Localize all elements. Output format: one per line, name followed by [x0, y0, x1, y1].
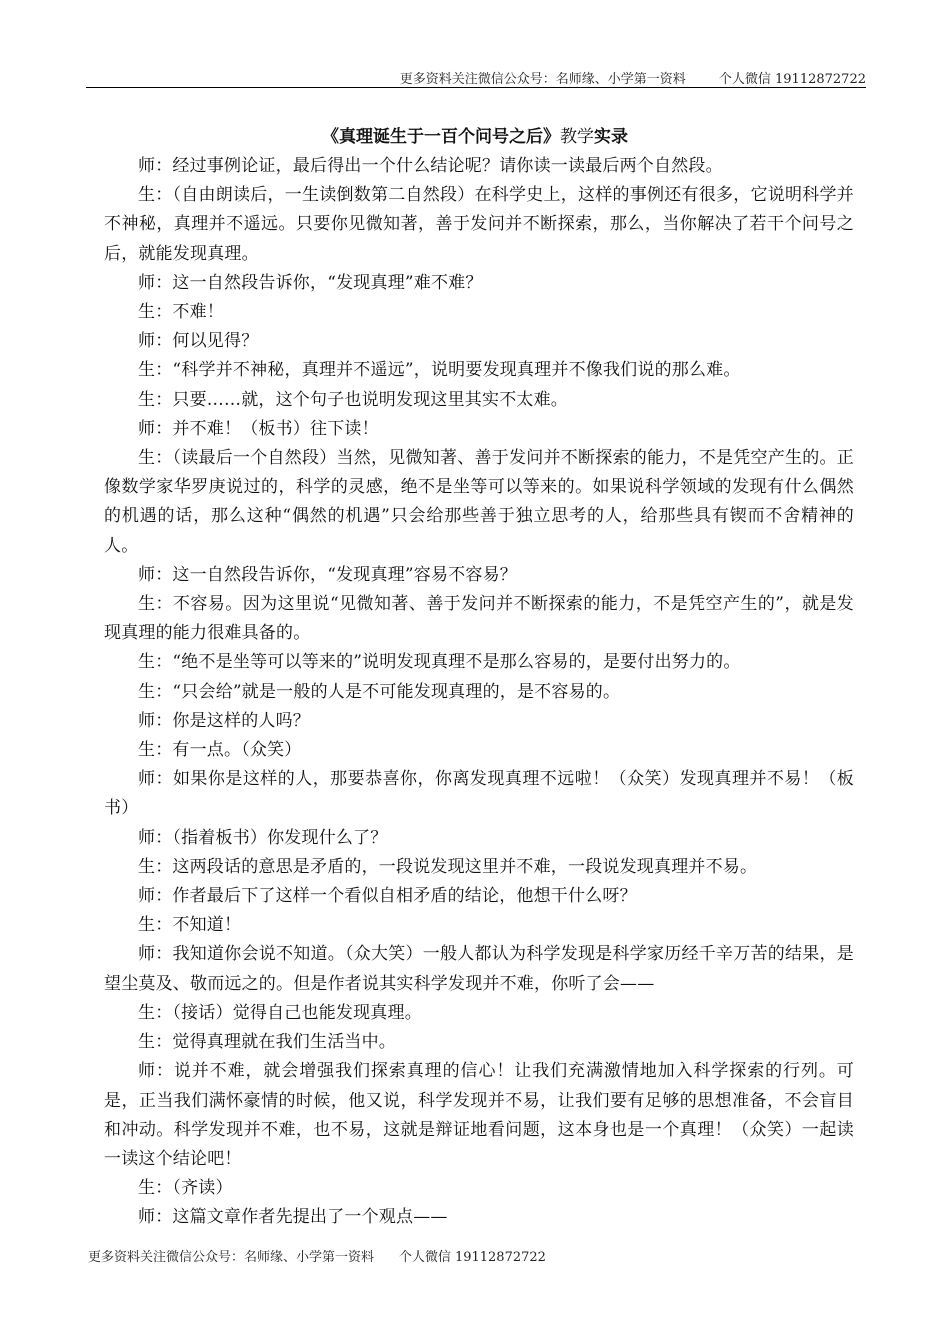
paragraph: 师：这篇文章作者先提出了一个观点——: [138, 1207, 448, 1228]
title-main: 《真理诞生于一百个问号之后》: [322, 127, 560, 147]
footer-right-text: 个人微信 19112872722: [398, 1250, 546, 1265]
paragraph: 生：不难！: [138, 302, 224, 323]
paragraph: 师：并不难！（板书）往下读！: [138, 418, 379, 439]
paragraph: 师：经过事例论证，最后得出一个什么结论呢？请你读一读最后两个自然段。: [138, 156, 723, 176]
paragraph: 生：（接话）觉得自己也能发现真理。: [138, 1002, 422, 1023]
paragraph: 生：“只会给”就是一般的人是不可能发现真理的，是不容易的。: [138, 681, 621, 702]
footer-left-text: 更多资料关注微信公众号：名师缘、小学第一资料: [88, 1250, 375, 1265]
paragraph: 生：只要……就，这个句子也说明发现这里其实不太难。: [138, 389, 568, 410]
paragraph: 生：（齐读）: [138, 1178, 233, 1199]
paragraph: 生：不知道！: [138, 915, 242, 936]
page-title: [0, 124, 950, 150]
paragraph: 师：我知道你会说不知道。（众大笑）一般人都认为科学发现是科学家历经千辛万苦的结果，是望尘莫及、敬而远之的。但是作者说其实科学发现并不难，你听了会——: [104, 944, 854, 994]
paragraph: 生：“绝不是坐等可以等来的”说明发现真理不是那么容易的，是要付出努力的。: [138, 652, 741, 673]
paragraph: 生：（读最后一个自然段）当然，见微知著、善于发问并不断探索的能力，不是凭空产生的。正像数学家华罗庚说过的，科学的灵感，绝不是坐等可以等来的。如果说科学领域的发现有什么偶然的机遇的话，那么这种“偶然的机遇”只会给那些善于独立思考的人，给那些具有锲而不舍精神的人。: [104, 448, 854, 556]
paragraph: 生：不容易。因为这里说“见微知著、善于发问并不断探索的能力，不是凭空产生的”，就是发现真理的能力很难具备的。: [104, 594, 854, 644]
paragraph: 师：如果你是这样的人，那要恭喜你，你离发现真理不远啦！（众笑）发现真理并不易！（板书）: [104, 769, 854, 819]
header-right-text: 个人微信 19112872722: [718, 72, 866, 87]
paragraph: 师：这一自然段告诉你，“发现真理”难不难？: [138, 272, 483, 293]
paragraph: 生：这两段话的意思是矛盾的，一段说发现这里并不难，一段说发现真理并不易。: [138, 856, 758, 877]
paragraph: 生：有一点。（众笑）: [138, 740, 302, 761]
title-end: 实录: [594, 127, 628, 147]
paragraph: 生：（自由朗读后，一生读倒数第二自然段）在科学史上，这样的事例还有很多，它说明科学并不神秘，真理并不遥远。只要你见微知著，善于发问并不断探索，那么，当你解决了若干个问号之后，就能发现真理。: [104, 185, 854, 264]
header-divider: [86, 87, 866, 88]
paragraph: 师：（指着板书）你发现什么了？: [138, 827, 388, 848]
header-left-text: 更多资料关注微信公众号：名师缘、小学第一资料: [399, 72, 686, 87]
paragraph: 师：你是这样的人吗？: [138, 710, 310, 731]
paragraph: 师：何以见得？: [138, 331, 259, 352]
page-footer: [88, 1246, 546, 1265]
paragraph: 生：觉得真理就在我们生活当中。: [138, 1032, 396, 1053]
title-mid: 教学: [560, 127, 594, 147]
paragraph: 师：这一自然段告诉你，“发现真理”容易不容易？: [138, 564, 517, 585]
page-header: [90, 68, 866, 88]
paragraph: 师：说并不难，就会增强我们探索真理的信心！让我们充满激情地加入科学探索的行列。可是，正当我们满怀豪情的时候，他又说，科学发现并不易，让我们要有足够的思想准备，不会盲目和冲动。科学发现并不难，也不易，这就是辩证地看问题，这本身也是一个真理！（众笑）一起读一读这个结论吧！: [104, 1061, 854, 1169]
document-body: [104, 152, 854, 1233]
paragraph: 师：作者最后下了这样一个看似自相矛盾的结论，他想干什么呀？: [138, 886, 637, 907]
paragraph: 生：“科学并不神秘，真理并不遥远”，说明要发现真理并不像我们说的那么难。: [138, 360, 741, 381]
